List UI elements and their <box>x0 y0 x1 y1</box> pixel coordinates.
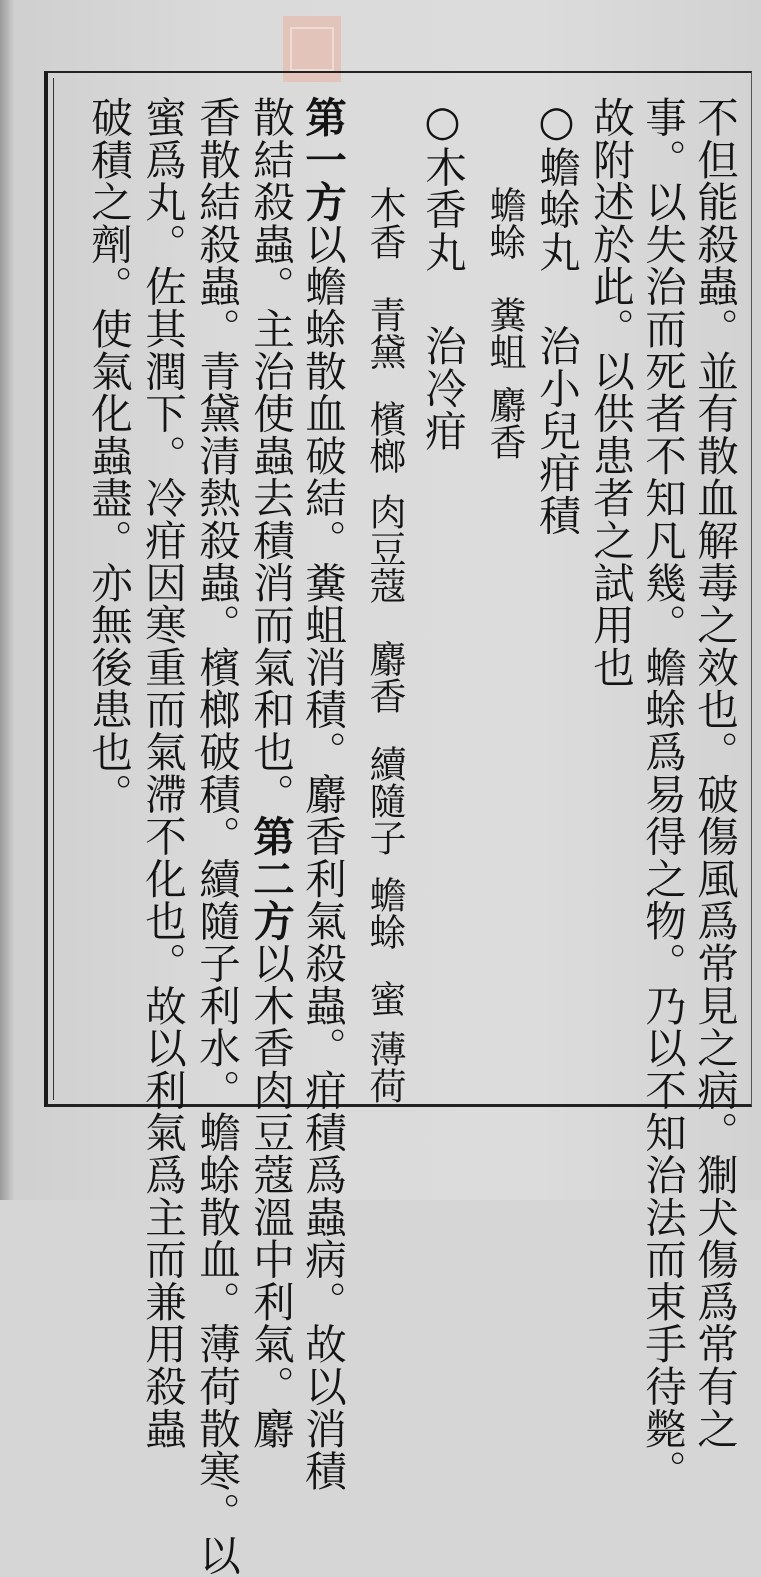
ingredient-chanchu: 蟾蜍 <box>363 876 406 950</box>
recipe-name: ○木香丸 <box>418 96 467 273</box>
ingredient-1: 蟾蜍 <box>483 186 526 260</box>
recipe-indication: 治冷疳 <box>418 324 467 452</box>
first-formula-label: 第一方 <box>298 96 347 223</box>
recipe-indication: 治小兒疳積 <box>532 324 581 537</box>
book-spine-shadow <box>0 0 14 1200</box>
second-formula-label: 第二方 <box>246 815 295 943</box>
recipe-name: ○蟾蜍丸 <box>532 96 581 273</box>
first-formula-text-cont: 散結殺蟲。主治使蟲去積消而氣和也。 <box>246 96 295 816</box>
text-column-11: 蜜爲丸。佐其潤下。冷疳因寒重而氣滯不化也。故以利氣爲主而兼用殺蟲 <box>138 96 187 1450</box>
ingredient-3: 麝香 <box>483 386 526 460</box>
text-column-2: 事。以失治而死者不知凡幾。蟾蜍爲易得之物。乃以不知治法而束手待斃。 <box>638 96 687 1492</box>
ingredient-bohe: 薄荷 <box>363 1030 406 1104</box>
text-column-12: 破積之劑。使氣化蟲盡。亦無後患也。 <box>84 96 133 816</box>
ingredient-shexiang: 麝香 <box>363 640 406 714</box>
first-formula-text: 以蟾蜍散血破結。糞蛆消積。麝香利氣殺蟲。疳積爲蟲病。故以消積 <box>298 222 347 1492</box>
recipe-heading-muxiang <box>416 96 468 452</box>
text-column-3: 故附述於此。以供患者之試用也 <box>586 96 635 689</box>
ingredient-binglang: 檳榔 <box>363 400 406 474</box>
ingredient-roudoukou: 肉豆蔻 <box>363 493 406 604</box>
ingredient-mi: 蜜 <box>363 980 406 1017</box>
text-column-10: 香散結殺蟲。青黛清熱殺蟲。檳榔破積。續隨子利水。蟾蜍散血。薄荷散寒。以 <box>192 96 241 1577</box>
text-column-8 <box>296 96 348 1492</box>
frame-inner-rule <box>53 78 54 1100</box>
text-column-1: 不但能殺蟲。並有散血解毒之效也。破傷風爲常見之病。猘犬傷爲常有之 <box>690 96 739 1450</box>
ingredient-xusuizi: 續隨子 <box>363 745 406 856</box>
text-column-9 <box>244 96 296 1450</box>
ingredient-qingdai: 青黛 <box>363 296 406 370</box>
second-formula-text: 以木香肉豆蔻溫中利氣。麝 <box>246 942 295 1450</box>
ingredient-muxiang: 木香 <box>363 186 406 260</box>
recipe-heading-chanchu <box>530 96 582 536</box>
ingredient-2: 糞蛆 <box>483 296 526 370</box>
